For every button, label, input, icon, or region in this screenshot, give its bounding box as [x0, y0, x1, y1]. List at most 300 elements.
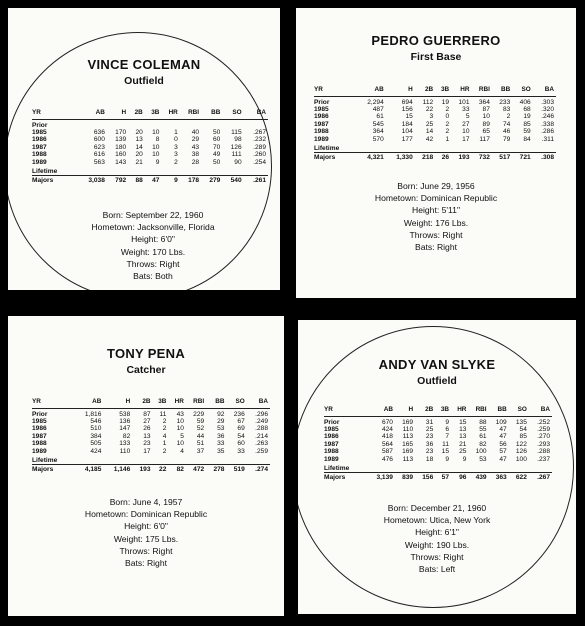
stats-header-row — [32, 109, 268, 120]
stat-cell: 180 — [115, 143, 127, 151]
stat-cell: 587 — [381, 448, 393, 456]
stat-cell: 43 — [191, 143, 200, 151]
col-header: AB — [366, 406, 395, 417]
col-header: YR — [314, 86, 357, 97]
stat-cell: 10 — [176, 418, 184, 426]
stat-cell: Lifetime — [324, 464, 350, 472]
stat-cell: 0 — [174, 136, 178, 144]
stat-cell: 1987 — [32, 143, 47, 151]
stat-cell: 49 — [213, 151, 221, 159]
throws-line: Throws: Right — [119, 545, 173, 556]
stat-cell: 90 — [234, 158, 242, 166]
stat-cell: 9 — [462, 455, 467, 463]
stat-cell: 623 — [93, 143, 105, 151]
stat-cell: 112 — [422, 98, 434, 106]
stat-cell: 193 — [132, 465, 152, 474]
born-line: Born: September 22, 1960 — [102, 210, 204, 220]
stat-cell: 113 — [402, 433, 414, 441]
stat-cell: .267 — [529, 473, 552, 482]
stat-cell: 10 — [176, 440, 184, 448]
stat-cell: 279 — [201, 176, 222, 185]
player-name: TONY PENA — [106, 346, 186, 361]
stat-cell: 36 — [425, 440, 434, 448]
stat-cell — [366, 465, 552, 473]
stat-cell: 218 — [415, 153, 435, 162]
stat-cell: 133 — [119, 440, 131, 448]
stat-cell: 10 — [152, 151, 160, 159]
table-row — [324, 433, 552, 440]
table-row — [314, 106, 556, 113]
bio-info — [296, 180, 576, 253]
col-header: SO — [226, 398, 246, 409]
stat-cell: 1989 — [314, 135, 329, 143]
table-row — [32, 448, 270, 455]
stat-cell: 177 — [401, 135, 413, 143]
stat-cell: 74 — [502, 120, 511, 128]
stat-cell: 18 — [425, 455, 434, 463]
stat-cell: 14 — [135, 143, 143, 151]
stat-cell: 10 — [152, 143, 160, 151]
stat-cell: 519 — [226, 465, 246, 474]
stat-cell: 82 — [122, 432, 131, 440]
col-header: RBI — [180, 109, 201, 120]
stat-cell: 47 — [499, 455, 507, 463]
col-header: 2B — [415, 406, 435, 417]
lifetime-row — [314, 153, 556, 162]
col-header: HR — [168, 398, 186, 409]
stat-cell: 1989 — [32, 447, 47, 455]
stat-cell: 50 — [213, 129, 221, 137]
stat-cell: 15 — [441, 448, 450, 456]
stat-cell: 8 — [155, 136, 160, 144]
stat-cell: 126 — [515, 448, 527, 456]
stat-cell: 65 — [482, 128, 490, 136]
stat-cell: 10 — [482, 113, 490, 121]
stat-cell: Prior — [324, 418, 340, 426]
stat-cell: .214 — [255, 432, 268, 440]
stats-header-row — [32, 398, 270, 409]
stat-cell: 85 — [519, 433, 527, 441]
table-row — [32, 418, 270, 425]
col-header: YR — [324, 406, 366, 417]
col-header: AB — [77, 109, 107, 120]
table-row — [314, 99, 556, 106]
stat-cell: 278 — [206, 465, 226, 474]
stat-cell: 55 — [479, 426, 487, 434]
stat-cell: Lifetime — [32, 456, 58, 464]
stat-cell: 13 — [143, 432, 151, 440]
stat-cell: .288 — [537, 448, 550, 456]
stat-cell: Lifetime — [32, 167, 58, 175]
stat-cell: .259 — [537, 426, 550, 434]
height-line: Height: 6'0" — [124, 521, 168, 532]
stat-cell: .237 — [537, 455, 550, 463]
stat-cell: 53 — [217, 425, 225, 433]
col-header: H — [103, 398, 132, 409]
stat-cell: 476 — [381, 455, 393, 463]
stat-cell: .320 — [541, 106, 554, 114]
stat-cell: Lifetime — [314, 144, 340, 152]
col-header: H — [386, 86, 415, 97]
stat-cell: 5 — [465, 113, 470, 121]
height-line: Height: 6'1" — [415, 527, 459, 538]
stat-cell: 1988 — [324, 448, 339, 456]
player-name: ANDY VAN SLYKE — [378, 357, 496, 372]
stat-cell: 1986 — [324, 433, 339, 441]
stat-cell: 1985 — [324, 426, 339, 434]
stat-cell: 1989 — [324, 455, 339, 463]
table-row — [32, 129, 268, 136]
stat-cell: 88 — [128, 176, 145, 185]
stat-cell: 83 — [502, 106, 511, 114]
stat-cell: 19 — [441, 98, 450, 106]
throws-line: Throws: Right — [409, 229, 463, 240]
stat-cell: 38 — [191, 151, 200, 159]
hometown-line: Hometown: Jacksonville, Florida — [91, 222, 215, 233]
stat-cell: 27 — [143, 418, 151, 426]
stat-cell: 47 — [145, 176, 162, 185]
stat-cell: 670 — [381, 418, 393, 426]
stat-cell: 13 — [459, 433, 467, 441]
stat-cell: 1 — [174, 129, 178, 137]
stat-cell: 1986 — [32, 136, 47, 144]
stat-cell: 33 — [462, 106, 470, 114]
stat-cell: 68 — [523, 106, 531, 114]
stat-cell: 4 — [180, 447, 184, 455]
stat-cell: 136 — [119, 418, 131, 426]
stat-cell: 517 — [492, 153, 512, 162]
stat-cell: 2 — [174, 158, 178, 166]
col-header: BA — [244, 109, 268, 120]
stat-cell: 487 — [372, 106, 384, 114]
stat-cell: 59 — [196, 418, 205, 426]
col-header: 3B — [435, 86, 451, 97]
hometown-line: Hometown: Dominican Republic — [84, 509, 208, 520]
stat-cell: 23 — [143, 440, 151, 448]
table-row — [32, 425, 270, 432]
stat-cell: 10 — [462, 128, 470, 136]
card-andy-van-slyke — [298, 320, 576, 614]
stats-table — [314, 86, 556, 162]
stat-cell: 170 — [115, 129, 127, 137]
bats-line: Bats: Both — [133, 271, 173, 282]
stat-cell: 69 — [237, 425, 245, 433]
height-line: Height: 6'0" — [131, 234, 175, 245]
table-row — [32, 144, 268, 151]
stat-cell: 27 — [462, 120, 470, 128]
weight-line: Weight: 190 Lbs. — [404, 539, 470, 550]
stat-cell: 1985 — [32, 129, 47, 137]
col-header: HR — [451, 86, 471, 97]
stat-cell: 10 — [176, 425, 184, 433]
col-header: H — [395, 406, 415, 417]
stat-cell: 20 — [135, 129, 143, 137]
stat-cell: 1985 — [32, 418, 47, 426]
hometown-line: Hometown: Dominican Republic — [374, 193, 498, 204]
stat-cell: 9 — [155, 158, 160, 166]
stat-cell: .338 — [541, 120, 554, 128]
stat-cell: .249 — [255, 418, 268, 426]
stat-cell: 1987 — [314, 120, 329, 128]
stat-cell: 51 — [196, 440, 205, 448]
stat-cell: 61 — [479, 433, 487, 441]
stat-cell: .260 — [253, 151, 266, 159]
stat-cell: 44 — [196, 432, 205, 440]
stat-cell: 115 — [231, 129, 242, 137]
stat-cell: .274 — [247, 465, 270, 474]
stat-cell: 156 — [415, 473, 435, 482]
stat-cell: .252 — [537, 418, 550, 426]
stat-cell: 9 — [445, 455, 450, 463]
stat-cell — [75, 457, 270, 465]
weight-line: Weight: 175 Lbs. — [113, 533, 179, 544]
stat-cell: 3 — [174, 151, 178, 159]
col-header: YR — [32, 398, 75, 409]
stat-cell: 117 — [479, 135, 490, 143]
stat-cell: 22 — [153, 465, 169, 474]
born-line: Born: June 29, 1956 — [397, 181, 475, 191]
weight-line: Weight: 176 Lbs. — [403, 217, 469, 228]
stat-cell: 178 — [180, 176, 201, 185]
stat-cell: 363 — [489, 473, 509, 482]
stat-cell: 156 — [401, 106, 413, 114]
stat-cell: 61 — [376, 113, 384, 121]
col-header: 2B — [128, 109, 145, 120]
stat-cell: 113 — [402, 455, 414, 463]
lifetime-row — [32, 465, 270, 474]
stat-cell: 2 — [445, 120, 450, 128]
stat-cell: 3,038 — [77, 176, 107, 185]
stat-cell: 26 — [435, 153, 451, 162]
stat-cell: 60 — [213, 136, 221, 144]
stat-cell: 2 — [162, 418, 167, 426]
stat-cell: 122 — [515, 440, 527, 448]
stat-cell: 79 — [502, 135, 511, 143]
stat-cell: 57 — [499, 448, 507, 456]
stat-cell: 570 — [372, 135, 384, 143]
stat-cell: 510 — [90, 425, 102, 433]
stat-cell: 143 — [115, 158, 127, 166]
stat-cell: 23 — [425, 448, 434, 456]
stat-cell: 6 — [445, 426, 450, 434]
col-header: SO — [512, 86, 532, 97]
col-header: RBI — [472, 86, 492, 97]
col-header: AB — [75, 398, 104, 409]
stat-cell: 2 — [506, 113, 511, 121]
stat-cell: 622 — [509, 473, 529, 482]
stat-cell: 384 — [90, 432, 102, 440]
stat-cell: 31 — [425, 418, 434, 426]
stat-cell: 10 — [152, 129, 160, 137]
stat-cell: Majors — [324, 473, 366, 482]
table-row — [324, 448, 552, 455]
born-line: Born: December 21, 1960 — [387, 503, 487, 513]
stat-cell: 2 — [445, 128, 450, 136]
player-name: PEDRO GUERRERO — [371, 33, 501, 48]
player-position: Catcher — [126, 364, 166, 376]
stat-cell: 13 — [459, 426, 467, 434]
stat-cell: .254 — [253, 158, 266, 166]
stat-cell: 364 — [372, 128, 384, 136]
lifetime-label-row — [32, 457, 270, 465]
stat-cell: 59 — [523, 128, 531, 136]
table-row — [32, 411, 270, 418]
stat-cell: 20 — [135, 151, 143, 159]
stat-cell: 1988 — [32, 440, 47, 448]
stat-cell: 538 — [119, 410, 131, 418]
stat-cell: 52 — [196, 425, 205, 433]
stat-cell: 839 — [395, 473, 415, 482]
stat-cell: 3 — [174, 143, 178, 151]
stat-cell: 84 — [523, 135, 531, 143]
stat-cell: .289 — [253, 143, 266, 151]
stat-cell: 54 — [519, 426, 527, 434]
table-row — [324, 419, 552, 426]
lifetime-row — [324, 473, 552, 482]
stat-cell: 424 — [381, 426, 393, 434]
stat-cell: 1987 — [324, 440, 339, 448]
stat-cell: Majors — [32, 465, 75, 474]
weight-line: Weight: 170 Lbs. — [120, 246, 186, 257]
stat-cell: 616 — [93, 151, 105, 159]
bio-info — [298, 502, 576, 575]
stat-cell: 54 — [237, 432, 245, 440]
stat-cell: 29 — [217, 418, 225, 426]
stat-cell: 1986 — [32, 425, 47, 433]
stat-cell: 636 — [93, 129, 105, 137]
stat-cell: 40 — [191, 129, 200, 137]
stat-cell: 33 — [217, 440, 225, 448]
bats-line: Bats: Right — [124, 558, 168, 569]
table-row — [314, 128, 556, 135]
stat-cell: 9 — [161, 176, 179, 185]
stat-cell: 1988 — [314, 128, 329, 136]
stats-table — [32, 109, 268, 185]
stat-cell: 147 — [119, 425, 131, 433]
col-header: HR — [161, 109, 179, 120]
col-header: BB — [489, 406, 509, 417]
stat-cell: .261 — [244, 176, 268, 185]
stat-cell: 1 — [445, 135, 450, 143]
stat-cell: 23 — [425, 433, 434, 441]
stat-cell: 165 — [402, 440, 414, 448]
stat-cell: 87 — [482, 106, 490, 114]
stats-header-row — [314, 86, 556, 97]
stat-cell: 25 — [425, 426, 434, 434]
stat-cell: Prior — [32, 410, 48, 418]
stat-cell: 14 — [425, 128, 434, 136]
stat-cell: 364 — [478, 98, 490, 106]
stat-cell: 5 — [180, 432, 184, 440]
col-header: SO — [222, 109, 243, 120]
stat-cell: Majors — [32, 176, 77, 185]
stat-cell: 56 — [499, 440, 507, 448]
stat-cell: 11 — [159, 410, 167, 418]
stat-cell: 169 — [402, 448, 414, 456]
col-header: 2B — [415, 86, 435, 97]
table-row — [32, 151, 268, 158]
stat-cell: 1,816 — [84, 410, 102, 418]
col-header: BA — [529, 406, 552, 417]
stat-cell: 85 — [523, 120, 531, 128]
stat-cell: 3,139 — [366, 473, 395, 482]
stat-cell: 1989 — [32, 158, 47, 166]
stat-cell: 25 — [425, 120, 434, 128]
stat-cell: 53 — [479, 455, 487, 463]
stat-cell: 22 — [425, 106, 434, 114]
stat-cell: 88 — [479, 418, 487, 426]
table-row — [324, 456, 552, 463]
table-row — [32, 440, 270, 447]
stat-cell: 98 — [234, 136, 242, 144]
card-vince-coleman — [8, 8, 280, 290]
stat-cell: 4 — [162, 432, 167, 440]
col-header: 3B — [153, 398, 169, 409]
stat-cell: 21 — [459, 440, 467, 448]
stat-cell: 89 — [482, 120, 490, 128]
stat-cell: 43 — [176, 410, 184, 418]
stat-cell: 505 — [90, 440, 102, 448]
stat-cell: 29 — [191, 136, 200, 144]
stat-cell: 2 — [445, 106, 450, 114]
col-header: BA — [247, 398, 270, 409]
stat-cell: 15 — [459, 418, 467, 426]
stat-cell: 50 — [213, 158, 221, 166]
stat-cell: 472 — [186, 465, 206, 474]
stat-cell: 160 — [115, 151, 127, 159]
stat-cell: 15 — [405, 113, 413, 121]
stat-cell: 1,330 — [386, 153, 415, 162]
stat-cell: 193 — [451, 153, 471, 162]
stats-table — [324, 406, 552, 482]
table-row — [32, 433, 270, 440]
stat-cell: 82 — [479, 440, 487, 448]
lifetime-label-row — [32, 168, 268, 176]
stat-cell: 96 — [451, 473, 468, 482]
stat-cell: 87 — [143, 410, 151, 418]
stat-cell — [77, 168, 268, 176]
stat-cell — [77, 122, 268, 129]
stat-cell: 35 — [217, 447, 225, 455]
stat-cell: 2 — [162, 447, 167, 455]
stat-cell: 67 — [237, 418, 245, 426]
stat-cell: .259 — [255, 447, 268, 455]
stat-cell: 25 — [459, 448, 467, 456]
stat-cell: 9 — [445, 418, 450, 426]
col-header: RBI — [468, 406, 488, 417]
stat-cell: 37 — [196, 447, 205, 455]
col-header: 3B — [435, 406, 451, 417]
col-header: SO — [509, 406, 529, 417]
stat-cell: .232 — [253, 136, 266, 144]
stat-cell: .267 — [253, 129, 266, 137]
stat-cell: 100 — [515, 455, 527, 463]
stats-header-row — [324, 406, 552, 417]
table-row — [32, 159, 268, 166]
stat-cell: 564 — [381, 440, 393, 448]
stat-cell: 101 — [458, 98, 470, 106]
stat-cell: 110 — [119, 447, 131, 455]
bio-info — [8, 496, 284, 569]
lifetime-row — [32, 176, 268, 185]
stat-cell: .288 — [255, 425, 268, 433]
stat-cell: 92 — [217, 410, 225, 418]
stat-cell: 7 — [445, 433, 450, 441]
stat-cell: 233 — [499, 98, 511, 106]
col-header: BB — [201, 109, 222, 120]
stats-table — [32, 398, 270, 474]
stat-cell: .293 — [537, 440, 550, 448]
